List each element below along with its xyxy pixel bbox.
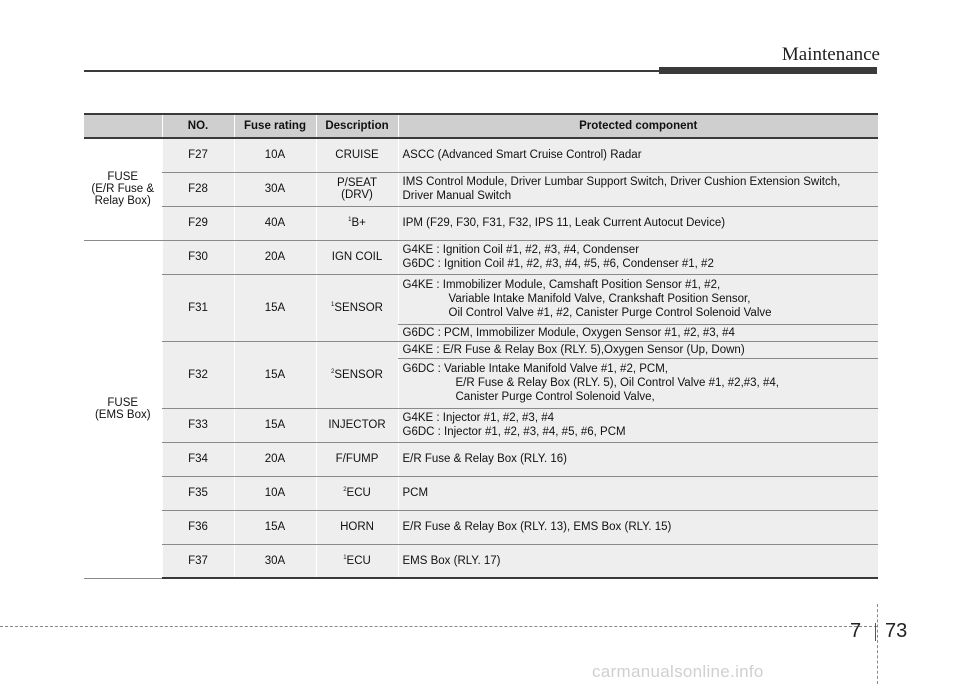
protected-component: G4KE : Injector #1, #2, #3, #4 G6DC : Injector #1, #2, #3, #4, #5, #6, PCM	[398, 408, 878, 442]
protected-component: E/R Fuse & Relay Box (RLY. 16)	[398, 442, 878, 476]
fuse-description: HORN	[316, 510, 398, 544]
fuse-no: F30	[162, 240, 234, 274]
table-row	[84, 408, 878, 442]
fuse-rating: 15A	[234, 341, 316, 408]
header-description: Description	[316, 114, 398, 138]
fuse-no: F34	[162, 442, 234, 476]
fuse-no: F28	[162, 172, 234, 206]
header-blank	[84, 114, 162, 138]
table-row	[84, 172, 878, 206]
fuse-description: INJECTOR	[316, 408, 398, 442]
fuse-description: $^2$ECU	[316, 476, 398, 510]
fuse-rating: 20A	[234, 240, 316, 274]
fuse-rating: 30A	[234, 544, 316, 578]
fuse-no: F31	[162, 274, 234, 341]
protected-component: G6DC : Variable Intake Manifold Valve #1, #2, PCM, E/R Fuse & Relay Box (RLY. 5), Oil Control Valve #1, #2,#3, #4, Canister Purge Control Solenoid Valve,	[398, 358, 878, 408]
page-number-separator	[875, 623, 876, 641]
fuse-description: CRUISE	[316, 138, 398, 172]
fuse-rating: 40A	[234, 206, 316, 240]
protected-component: G4KE : Ignition Coil #1, #2, #3, #4, Condenser G6DC : Ignition Coil #1, #2, #3, #4, #5, #6, Condenser #1, #2	[398, 240, 878, 274]
footer-dashed-divider	[877, 604, 878, 684]
section-title: Maintenance	[781, 44, 880, 65]
fuse-rating: 15A	[234, 510, 316, 544]
fuse-no: F29	[162, 206, 234, 240]
fuse-no: F32	[162, 341, 234, 408]
group-label-er-box: FUSE (E/R Fuse & Relay Box)	[84, 138, 162, 240]
table-row	[84, 442, 878, 476]
fuse-rating: 10A	[234, 138, 316, 172]
fuse-description: P/SEAT (DRV)	[316, 172, 398, 206]
fuse-description: F/FUMP	[316, 442, 398, 476]
fuse-description: $^1$SENSOR	[316, 274, 398, 341]
table-row	[84, 544, 878, 578]
fuse-rating: 15A	[234, 274, 316, 341]
header-rule	[84, 70, 659, 72]
table-header-row	[84, 114, 878, 138]
header-bar	[659, 67, 877, 74]
fuse-rating: 10A	[234, 476, 316, 510]
protected-component: IPM (F29, F30, F31, F32, IPS 11, Leak Current Autocut Device)	[398, 206, 878, 240]
fuse-description: IGN COIL	[316, 240, 398, 274]
group-label-ems-box: FUSE (EMS Box)	[84, 240, 162, 578]
fuse-description: $^1$ECU	[316, 544, 398, 578]
fuse-no: F35	[162, 476, 234, 510]
fuse-no: F36	[162, 510, 234, 544]
protected-component: E/R Fuse & Relay Box (RLY. 13), EMS Box (RLY. 15)	[398, 510, 878, 544]
table-row	[84, 274, 878, 324]
header-protected-component: Protected component	[398, 114, 878, 138]
fuse-rating: 30A	[234, 172, 316, 206]
protected-component: G6DC : PCM, Immobilizer Module, Oxygen Sensor #1, #2, #3, #4	[398, 324, 878, 341]
table-row	[84, 476, 878, 510]
fuse-rating: 20A	[234, 442, 316, 476]
protected-component: EMS Box (RLY. 17)	[398, 544, 878, 578]
table-row	[84, 341, 878, 358]
table-row	[84, 138, 878, 172]
table-row	[84, 206, 878, 240]
protected-component: G4KE : E/R Fuse & Relay Box (RLY. 5),Oxygen Sensor (Up, Down)	[398, 341, 878, 358]
fuse-rating: 15A	[234, 408, 316, 442]
table-row	[84, 510, 878, 544]
footer-dashed-rule	[0, 626, 877, 627]
header-no: NO.	[162, 114, 234, 138]
fuse-description: $^2$SENSOR	[316, 341, 398, 408]
fuse-no: F37	[162, 544, 234, 578]
header-fuse-rating: Fuse rating	[234, 114, 316, 138]
fuse-table	[84, 113, 878, 579]
protected-component: G4KE : Immobilizer Module, Camshaft Position Sensor #1, #2, Variable Intake Manifold Valve, Crankshaft Position Sensor, Oil Control Valve #1, #2, Canister Purge Control Solenoid Valve	[398, 274, 878, 324]
protected-component: PCM	[398, 476, 878, 510]
fuse-description: $^1$B+	[316, 206, 398, 240]
protected-component: ASCC (Advanced Smart Cruise Control) Radar	[398, 138, 878, 172]
fuse-no: F27	[162, 138, 234, 172]
fuse-no: F33	[162, 408, 234, 442]
table-row	[84, 240, 878, 274]
protected-component: IMS Control Module, Driver Lumbar Support Switch, Driver Cushion Extension Switch, Driver Manual Switch	[398, 172, 878, 206]
watermark: carmanualsonline.info	[592, 662, 764, 681]
page-number: 73	[885, 620, 908, 642]
chapter-number: 7	[850, 620, 862, 642]
